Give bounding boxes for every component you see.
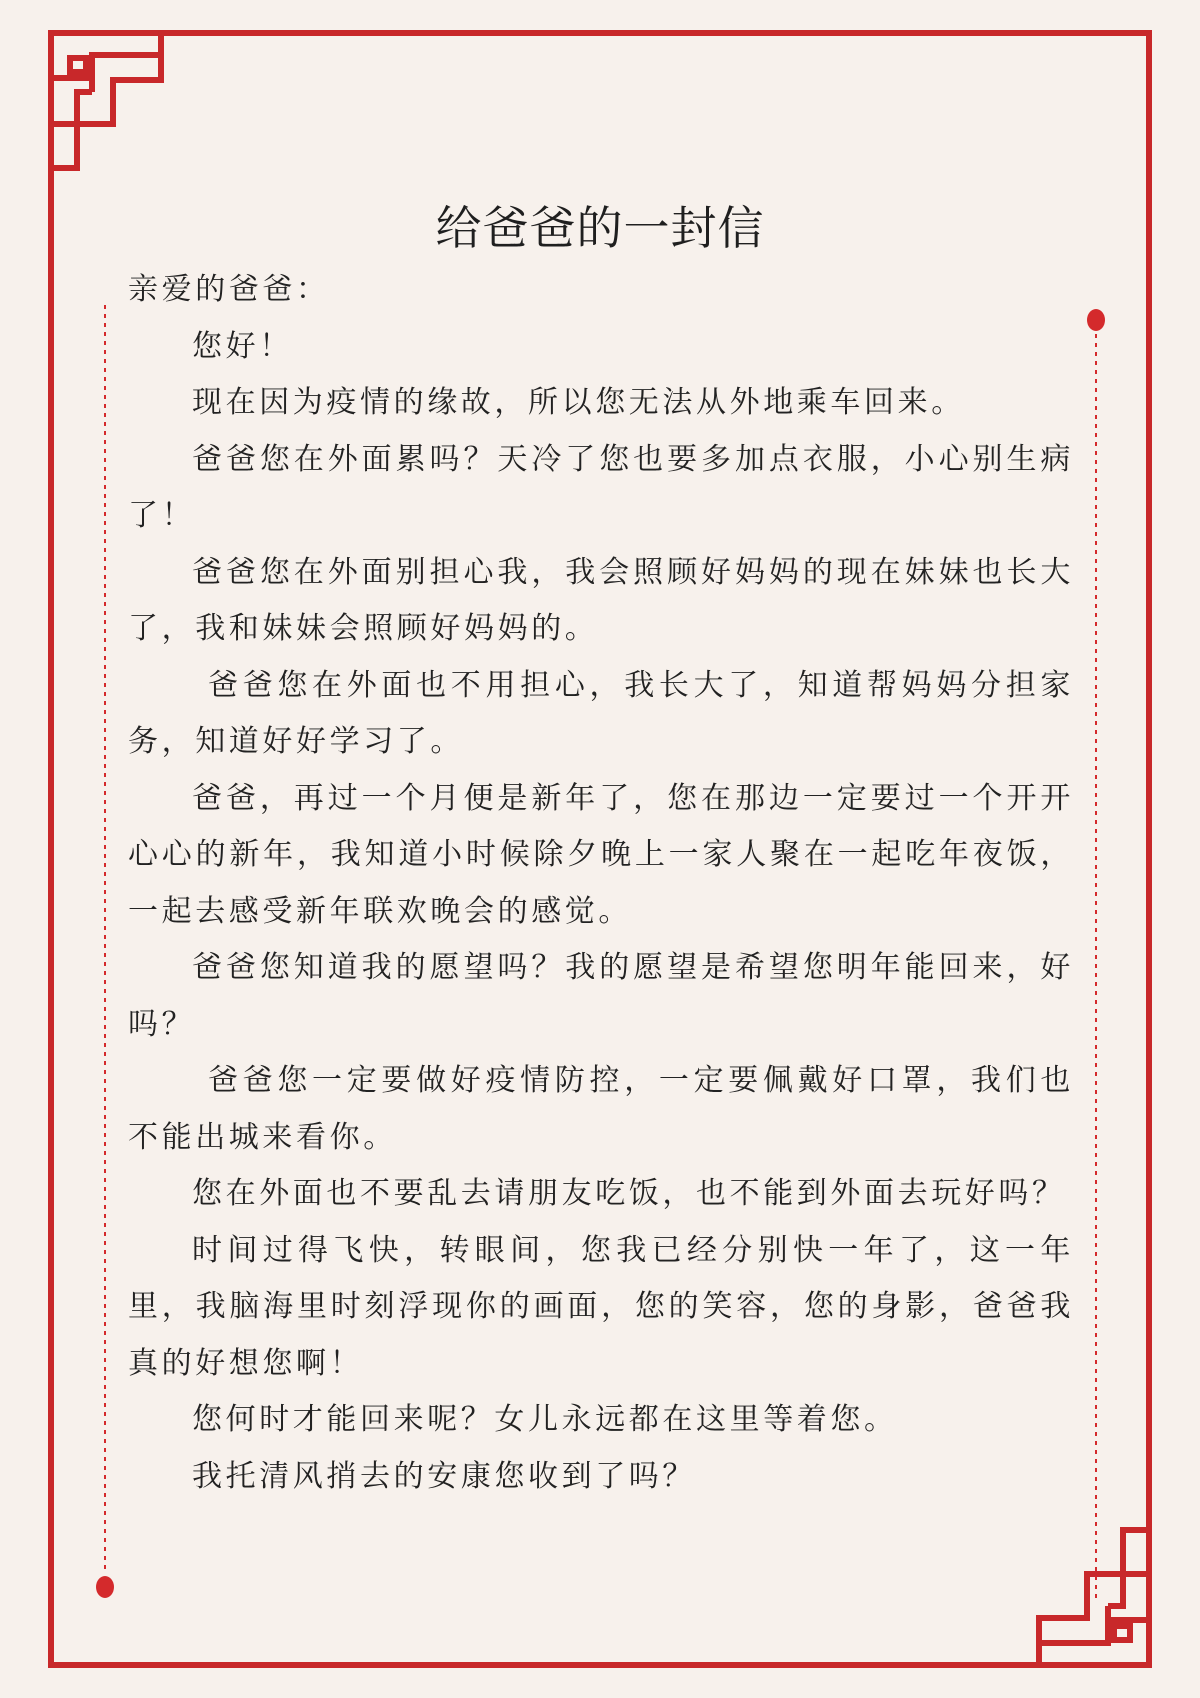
paragraph: 您好！ xyxy=(192,328,293,364)
paragraph: 现在因为疫情的缘故，所以您无法从外地乘车回来。 xyxy=(192,385,965,420)
corner-ornament-top-left xyxy=(51,33,161,168)
paragraph: 我托清风捎去的安康您收到了吗？ xyxy=(192,1458,696,1494)
left-dot xyxy=(96,1576,114,1598)
paragraph: 爸爸您在外面别担心我，我会照顾好妈妈的现在妹妹也长大了，我和妹妹会照顾好妈妈的。 xyxy=(128,554,1074,646)
paragraph: 爸爸您在外面也不用担心，我长大了，知道帮妈妈分担家务，知道好好学习了。 xyxy=(128,667,1074,759)
paragraph: 您在外面也不要乱去请朋友吃饭，也不能到外面去玩好吗？ xyxy=(192,1176,1066,1211)
letter-title: 给爸爸的一封信 xyxy=(435,201,765,255)
paragraph: 爸爸您一定要做好疫情防控，一定要佩戴好口罩，我们也不能出城来看你。 xyxy=(128,1063,1074,1155)
corner-ornament-bottom-right xyxy=(1039,1530,1149,1665)
salutation: 亲爱的爸爸： xyxy=(128,272,330,307)
right-dot xyxy=(1087,309,1105,331)
paragraph: 爸爸您知道我的愿望吗？我的愿望是希望您明年能回来，好吗？ xyxy=(128,950,1074,1042)
paragraph: 时间过得飞快，转眼间，您我已经分别快一年了，这一年里，我脑海里时刻浮现你的画面，您的笑容，您的身影，爸爸我真的好想您啊！ xyxy=(128,1232,1074,1381)
paragraph: 爸爸您在外面累吗？天冷了您也要多加点衣服，小心别生病了！ xyxy=(128,441,1074,533)
paragraph: 爸爸，再过一个月便是新年了，您在那边一定要过一个开开心心的新年，我知道小时候除夕晚上一家人聚在一起吃年夜饭，一起去感受新年联欢晚会的感觉。 xyxy=(128,780,1074,929)
letter-body xyxy=(128,262,1074,1505)
paragraph: 您何时才能回来呢？女儿永远都在这里等着您。 xyxy=(192,1402,898,1437)
